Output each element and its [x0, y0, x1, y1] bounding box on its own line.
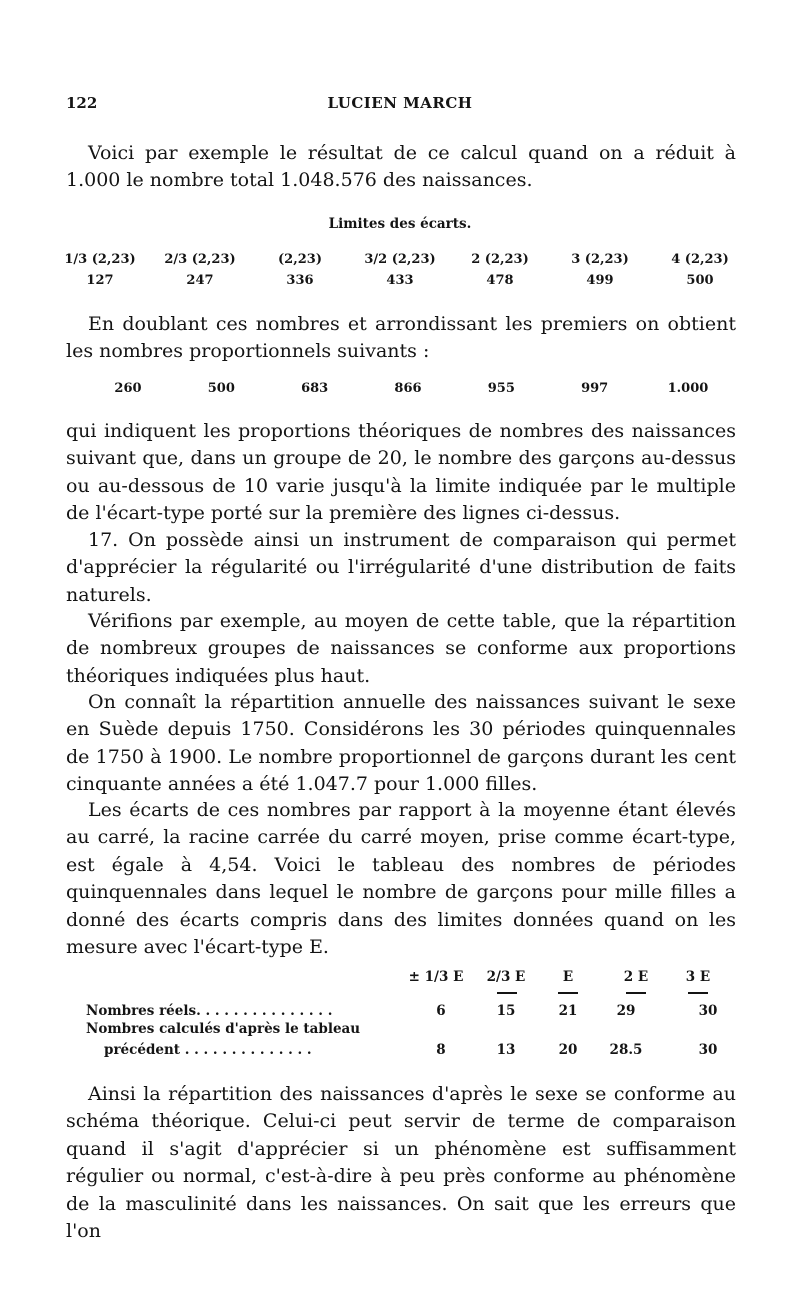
- paragraph-section-17: 17. On possède ainsi un instrument de comparaison qui permet d'apprécier la régularité ou l'irrégularité d'une distribution de faits naturels.: [66, 529, 736, 606]
- limit-cell: 1/3 (2,23): [64, 252, 136, 267]
- calculated-value: 20: [558, 1042, 578, 1058]
- limit-cell: (2,23): [278, 252, 322, 267]
- proportional-number: 997: [581, 381, 609, 396]
- limit-value: 127: [86, 273, 114, 288]
- running-head: LUCIEN MARCH: [327, 94, 473, 112]
- proportional-number: 683: [301, 381, 329, 396]
- calculated-value: 13: [496, 1042, 516, 1058]
- real-value: 30: [698, 1003, 718, 1019]
- real-value: 6: [436, 1003, 446, 1019]
- column-rule: [497, 992, 517, 994]
- row-label-real: Nombres réels. . . . . . . . . . . . . . .: [86, 1003, 333, 1019]
- calculated-value: 28.5: [609, 1042, 643, 1058]
- paragraph-verification: Vérifions par exemple, au moyen de cette table, que la répartition de nombreux groupes de naissances se conforme aux proportions théoriques indiquées plus haut.: [66, 610, 736, 687]
- paragraph-theoretical-proportions: qui indiquent les proportions théoriques de nombres des naissances suivant que, dans un groupe de 20, le nombre des garçons au-dessus ou au-dessous de 10 varie jusqu'à la limite indiquée par le multiple de l'écart-type porté sur la première des lignes ci-dessus.: [66, 420, 736, 525]
- limits-caption: Limites des écarts.: [328, 216, 472, 232]
- paragraph-deviations: Les écarts de ces nombres par rapport à la moyenne étant élevés au carré, la racine carrée du carré moyen, prise comme écart-type, est égale à 4,54. Voici le tableau des nombres de périodes quinquennales dans lequel le nombre de garçons pour mille filles a donné des écarts compris dans des limites données quand on les mesure avec l'écart-type E.: [66, 799, 736, 959]
- proportional-number: 866: [394, 381, 422, 396]
- sweden-comparison-table: [86, 0, 746, 1100]
- column-header: E: [562, 969, 574, 985]
- proportional-number: 500: [207, 381, 235, 396]
- limit-cell: 2/3 (2,23): [164, 252, 236, 267]
- limit-value: 499: [586, 273, 614, 288]
- limit-cell: 4 (2,23): [671, 252, 729, 267]
- limit-cell: 3/2 (2,23): [364, 252, 436, 267]
- proportional-number: 955: [487, 381, 515, 396]
- paragraph-intro: Voici par exemple le résultat de ce calcul quand on a réduit à 1.000 le nombre total 1.048.576 des naissances.: [66, 142, 736, 192]
- real-value: 15: [496, 1003, 516, 1019]
- paragraph-sweden: On connaît la répartition annuelle des naissances suivant le sexe en Suède depuis 1750. Considérons les 30 périodes quinquennales de 1750 à 1900. Le nombre proportionnel de garçons durant les cent cinquante années a été 1.047.7 pour 1.000 filles.: [66, 691, 736, 796]
- row-label-calculated-cont: précédent . . . . . . . . . . . . . .: [104, 1042, 312, 1058]
- column-rule: [558, 992, 578, 994]
- column-rule: [626, 992, 646, 994]
- paragraph-doubling: En doublant ces nombres et arrondissant les premiers on obtient les nombres proportionnels suivants :: [66, 313, 736, 363]
- paragraph-conclusion: Ainsi la répartition des naissances d'après le sexe se conforme au schéma théorique. Celui-ci peut servir de terme de comparaison quand il s'agit d'apprécier si un phénomène est suffisamment régulier ou normal, c'est-à-dire à peu près conforme au phénomène de la masculinité dans les naissances. On sait que les erreurs que l'on: [66, 1083, 736, 1243]
- column-header: ± 1/3 E: [408, 969, 464, 985]
- column-rule: [688, 992, 708, 994]
- column-header: 3 E: [685, 969, 711, 985]
- limit-value: 247: [186, 273, 214, 288]
- calculated-value: 8: [436, 1042, 446, 1058]
- row-label-calculated: Nombres calculés d'après le tableau: [86, 1021, 361, 1037]
- column-header: 2 E: [623, 969, 649, 985]
- calculated-value: 30: [698, 1042, 718, 1058]
- limit-value: 433: [386, 273, 414, 288]
- limit-cell: 3 (2,23): [571, 252, 629, 267]
- page-number: 122: [66, 94, 98, 112]
- column-header: 2/3 E: [486, 969, 526, 985]
- real-value: 29: [616, 1003, 636, 1019]
- limit-value: 336: [286, 273, 314, 288]
- limit-cell: 2 (2,23): [471, 252, 529, 267]
- limit-value: 478: [486, 273, 514, 288]
- real-value: 21: [558, 1003, 578, 1019]
- limit-value: 500: [686, 273, 714, 288]
- proportional-number: 260: [114, 381, 142, 396]
- proportional-number: 1.000: [667, 381, 709, 396]
